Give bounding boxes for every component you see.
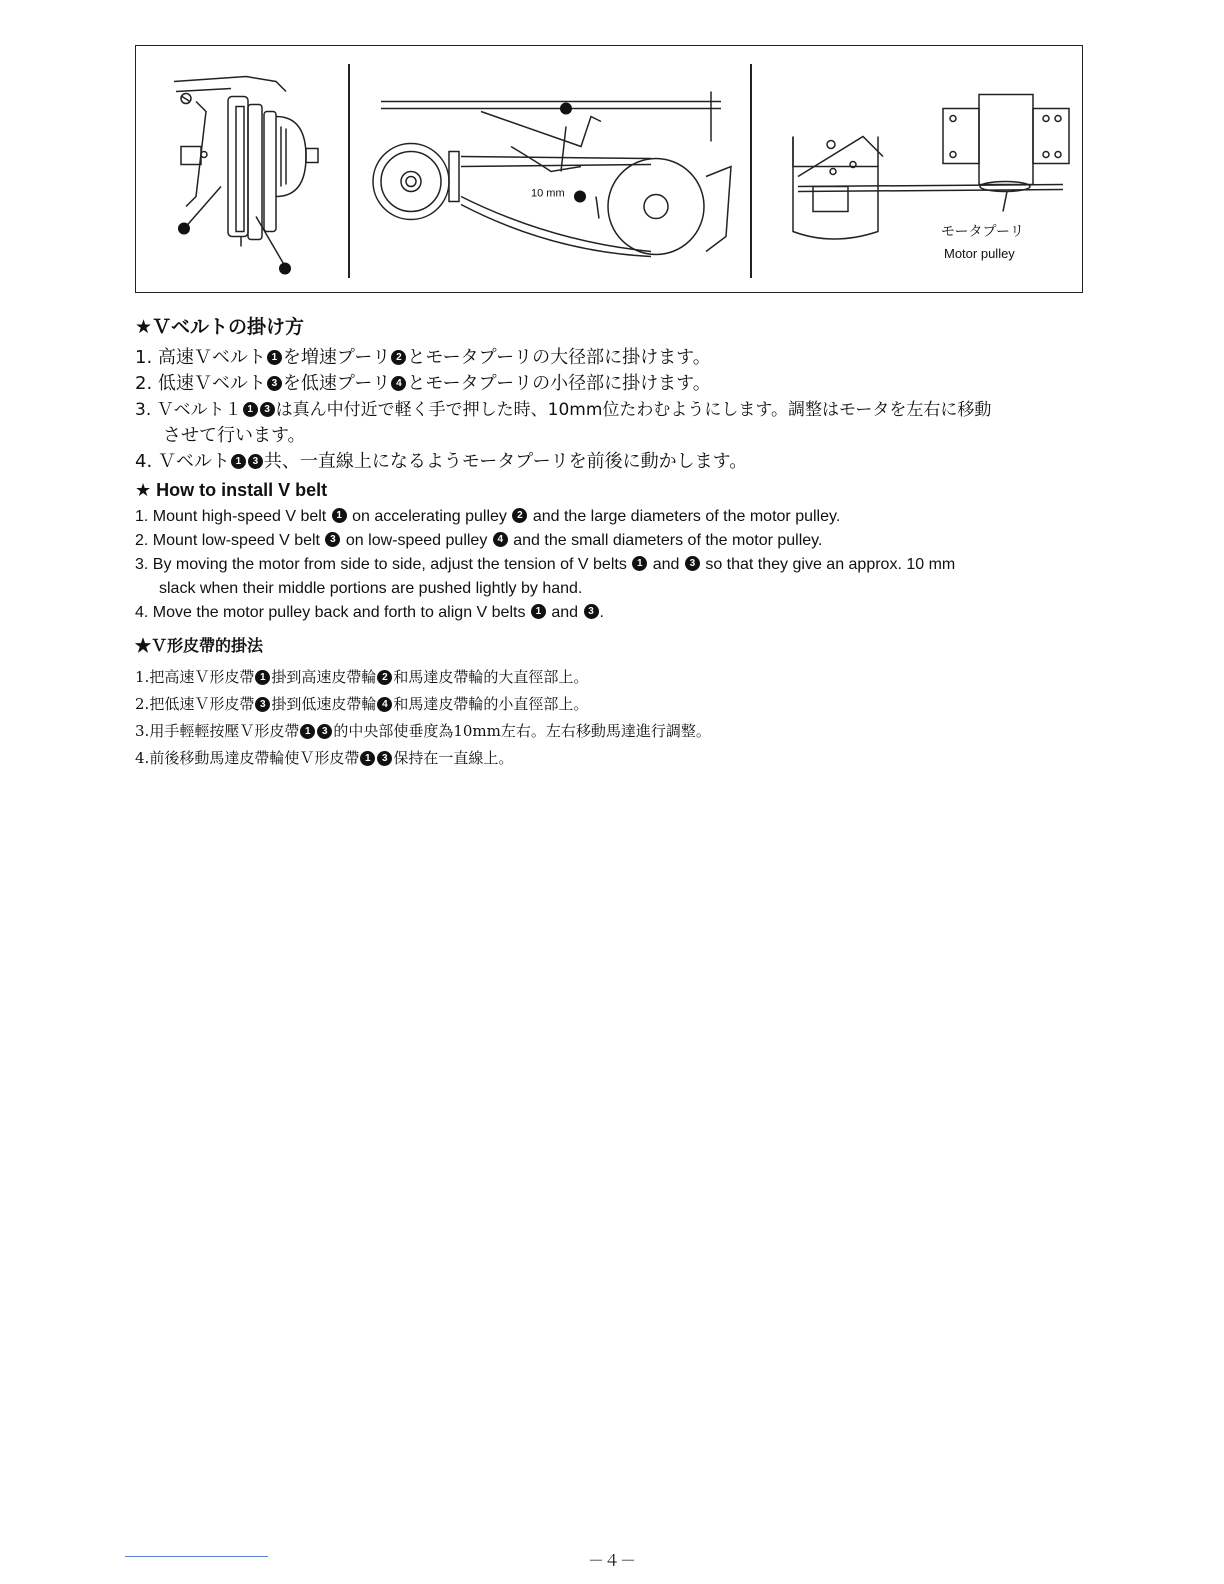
list-item: 4.前後移動馬達皮帶輪使Ｖ形皮帶 1 3 保持在一直線上。 [135, 749, 514, 767]
figure-box [135, 45, 1083, 293]
japanese-instructions [135, 312, 1095, 475]
callout-1-icon: 1 [332, 508, 347, 523]
list-item: 2. 低速Ｖベルト 3 を低速プーリ 4 とモータプーリの小径部に掛けます。 [135, 373, 711, 394]
list-item: 2. Mount low-speed V belt 3 on low-speed pulley 4 and the small diameters of the motor pulley. [135, 532, 823, 549]
japanese-title: ★Ｖベルトの掛け方 [135, 316, 305, 338]
callout-1-icon: 1 [255, 670, 270, 685]
callout-2-icon: 2 [377, 670, 392, 685]
english-title: ★ How to install V belt [135, 480, 328, 500]
callout-1-icon: 1 [300, 724, 315, 739]
callout-1-icon: 1 [360, 751, 375, 766]
motor-pulley-label-en: Motor pulley [944, 246, 1015, 261]
callout-1-icon: 1 [231, 454, 246, 469]
callout-1-icon: 1 [243, 402, 258, 417]
callout-3-icon: 3 [255, 697, 270, 712]
callout-3-icon: 3 [260, 402, 275, 417]
callout-1-icon: 1 [632, 556, 647, 571]
list-item: 2.把低速Ｖ形皮帶 3 掛到低速皮帶輪 4 和馬達皮帶輪的小直徑部上。 [135, 695, 589, 713]
chinese-title: ★Ｖ形皮帶的掛法 [135, 636, 264, 655]
footer-rule [125, 1556, 268, 1557]
list-item: 4. Ｖベルト 1 3 共、一直線上になるようモータプーリを前後に動かします。 [135, 451, 748, 472]
callout-3-icon: 3 [248, 454, 263, 469]
motor-pulley-illustration [753, 46, 1083, 292]
callout-1-icon: 1 [267, 350, 282, 365]
callout-3-icon: 3 [377, 751, 392, 766]
callout-4-icon: 4 [377, 697, 392, 712]
figure-divider [750, 64, 752, 278]
figure-divider [348, 64, 350, 278]
callout-3-icon [574, 191, 586, 203]
chinese-instructions [135, 633, 1095, 772]
callout-4-icon [279, 263, 291, 275]
callout-2-icon: 2 [391, 350, 406, 365]
callout-1-icon: 1 [531, 604, 546, 619]
callout-2-icon: 2 [512, 508, 527, 523]
english-instructions [135, 480, 1095, 625]
dimension-label: 10 mm [531, 187, 565, 200]
callout-2-icon [178, 223, 190, 235]
callout-3-icon: 3 [685, 556, 700, 571]
callout-3-icon: 3 [317, 724, 332, 739]
list-item: 3. By moving the motor from side to side, adjust the tension of V belts 1 and 3 so that they give an approx. 10 mm [135, 556, 956, 573]
callout-4-icon: 4 [493, 532, 508, 547]
belt-tension-illustration [351, 46, 751, 292]
pulley-side-illustration [136, 46, 346, 292]
list-item-continuation: させて行います。 [163, 425, 306, 446]
callout-3-icon: 3 [584, 604, 599, 619]
page-number: －４－ [588, 1553, 637, 1570]
callout-3-icon: 3 [325, 532, 340, 547]
list-item: 3. Ｖベルト１ 1 3 は真ん中付近で軽く手で押した時、10mm位たわむようにします。調整はモータを左右に移動 [135, 400, 992, 420]
callout-3-icon: 3 [267, 376, 282, 391]
callout-1-icon [560, 103, 572, 115]
list-item: 3.用手輕輕按壓Ｖ形皮帶 1 3 的中央部使垂度為10mm左右。左右移動馬達進行調整。 [135, 722, 711, 740]
list-item: 1.把高速Ｖ形皮帶 1 掛到高速皮帶輪 2 和馬達皮帶輪的大直徑部上。 [135, 668, 589, 686]
list-item: 1. Mount high-speed V belt 1 on accelerating pulley 2 and the large diameters of the motor pulley. [135, 508, 841, 525]
list-item-continuation: slack when their middle portions are pushed lightly by hand. [159, 580, 583, 597]
list-item: 1. 高速Ｖベルト 1 を増速プーリ 2 とモータプーリの大径部に掛けます。 [135, 347, 711, 368]
motor-pulley-label-jp: モータプーリ [941, 224, 1025, 240]
callout-4-icon: 4 [391, 376, 406, 391]
list-item: 4. Move the motor pulley back and forth to align V belts 1 and 3 . [135, 604, 604, 621]
